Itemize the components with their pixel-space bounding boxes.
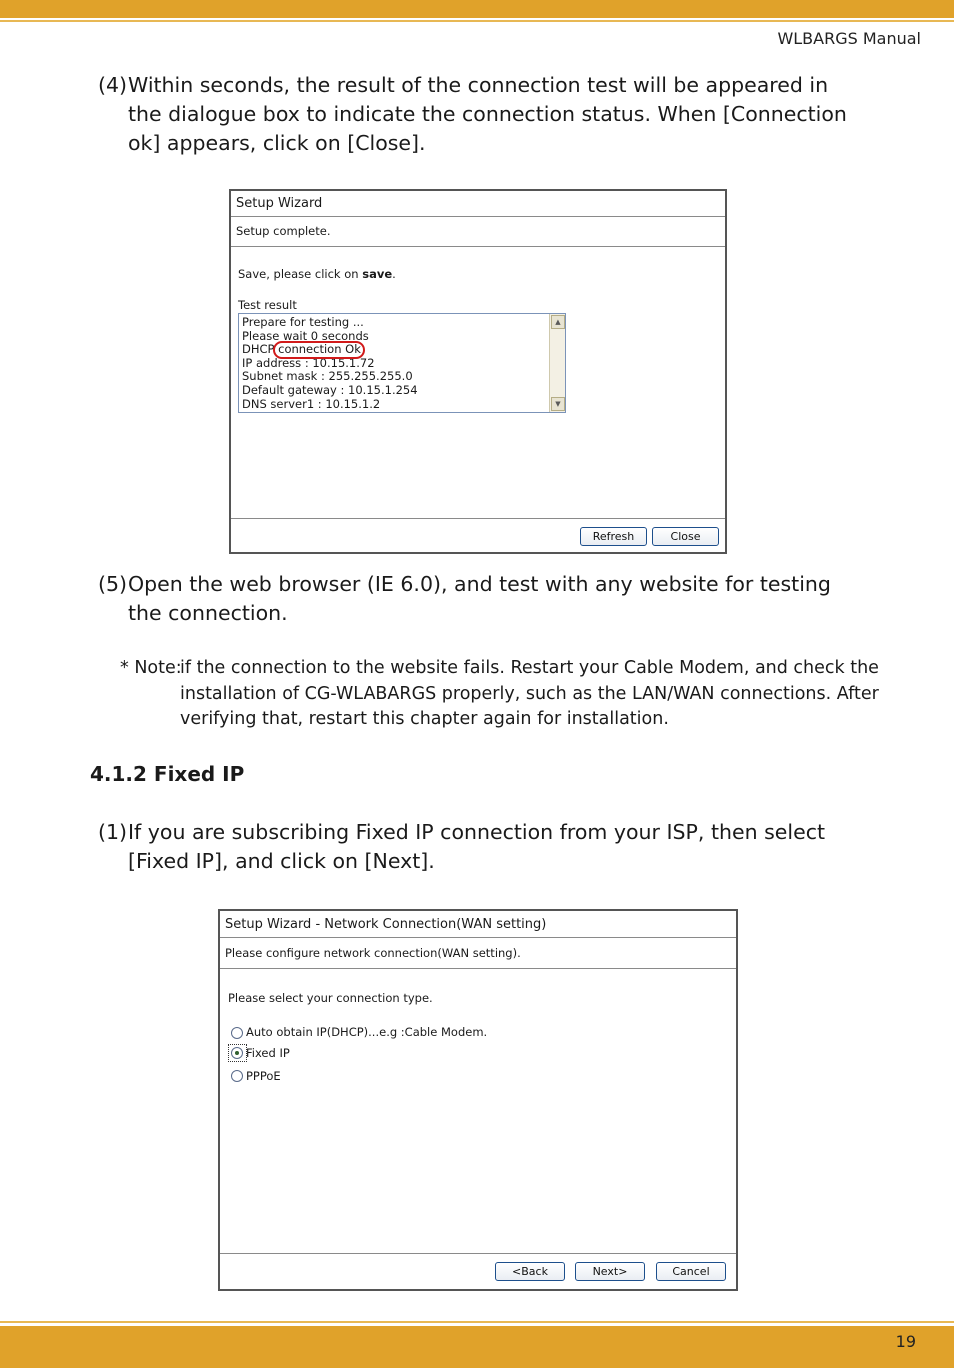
note: [120, 656, 900, 733]
result-line: DHCP connection Ok: [242, 342, 361, 357]
radio-fixed-ip[interactable]: [231, 1047, 243, 1059]
back-button[interactable]: <Back: [495, 1262, 565, 1281]
section-heading: 4.1.2 Fixed IP: [90, 762, 245, 786]
step-1-text: If you are subscribing Fixed IP connection from your ISP, then select [Fixed IP], and click on [Next].: [128, 820, 825, 873]
result-line: Default gateway : 10.15.1.254: [242, 383, 418, 397]
dialog-title: Setup Wizard - Network Connection(WAN setting): [220, 911, 736, 938]
save-keyword: save: [362, 267, 393, 281]
refresh-button[interactable]: Refresh: [580, 527, 647, 546]
dialog-footer: [231, 518, 725, 552]
save-instruction-suffix: .: [392, 267, 396, 281]
test-result-label: Test result: [238, 298, 297, 312]
result-line: IP address : 10.15.1.72: [242, 355, 375, 370]
note-label: * Note:: [120, 658, 182, 678]
result-line: Please wait 0 seconds: [242, 328, 369, 343]
bottom-rule: [0, 1321, 954, 1323]
step-1-number: (1): [98, 820, 128, 844]
dialog-footer: [220, 1253, 736, 1289]
step-1: [98, 818, 858, 876]
scroll-up-icon[interactable]: ▲: [551, 315, 565, 329]
dialog-subtitle: Please configure network connection(WAN setting).: [220, 938, 736, 969]
setup-wizard-dialog: [229, 189, 727, 554]
save-instruction-prefix: Save, please click on: [238, 267, 363, 281]
radio-pppoe[interactable]: [231, 1070, 243, 1082]
bottom-banner: [0, 1326, 954, 1368]
top-rule: [0, 20, 954, 22]
result-line: DNS server1 : 10.15.1.2: [242, 396, 381, 411]
step-5-number: (5): [98, 572, 128, 596]
radio-fixed-ip-label[interactable]: Fixed IP: [246, 1046, 290, 1060]
manual-title: WLBARGS Manual: [777, 29, 921, 48]
connection-type-prompt: Please select your connection type.: [228, 991, 433, 1005]
result-line: Subnet mask : 255.255.255.0: [242, 369, 413, 384]
cancel-button[interactable]: Cancel: [656, 1262, 726, 1281]
radio-dhcp[interactable]: [231, 1027, 243, 1039]
step-4-text: Within seconds, the result of the connection test will be appeared in the dialogue box to indicate the connection status. When [Connection ok] appears, click on [Close].: [128, 73, 847, 155]
wan-setting-dialog: [218, 909, 738, 1291]
step-4-number: (4): [98, 73, 128, 97]
result-line: Prepare for testing ...: [242, 315, 364, 329]
next-button[interactable]: Next>: [575, 1262, 645, 1281]
step-5: [98, 570, 858, 628]
test-result-textarea[interactable]: [238, 313, 566, 413]
textarea-scrollbar[interactable]: [549, 314, 565, 412]
step-4: [98, 71, 858, 158]
save-instruction: [238, 267, 396, 281]
dialog-subtitle: Setup complete.: [231, 217, 725, 247]
highlight-circle: [273, 341, 365, 359]
dialog-title: Setup Wizard: [231, 191, 725, 217]
radio-dhcp-label[interactable]: Auto obtain IP(DHCP)...e.g :Cable Modem.: [246, 1025, 488, 1039]
close-button[interactable]: Close: [652, 527, 719, 546]
radio-pppoe-label[interactable]: PPPoE: [246, 1069, 281, 1083]
page-number: 19: [895, 1332, 916, 1351]
scroll-down-icon[interactable]: ▼: [551, 397, 565, 411]
note-text: if the connection to the website fails. Restart your Cable Modem, and check the installation of CG-WLABARGS properly, such as the LAN/WAN connections. After verifying that, restart this chapter again for installation.: [180, 658, 879, 729]
top-banner: [0, 0, 954, 18]
step-5-text: Open the web browser (IE 6.0), and test with any website for testing the connection.: [128, 572, 831, 625]
